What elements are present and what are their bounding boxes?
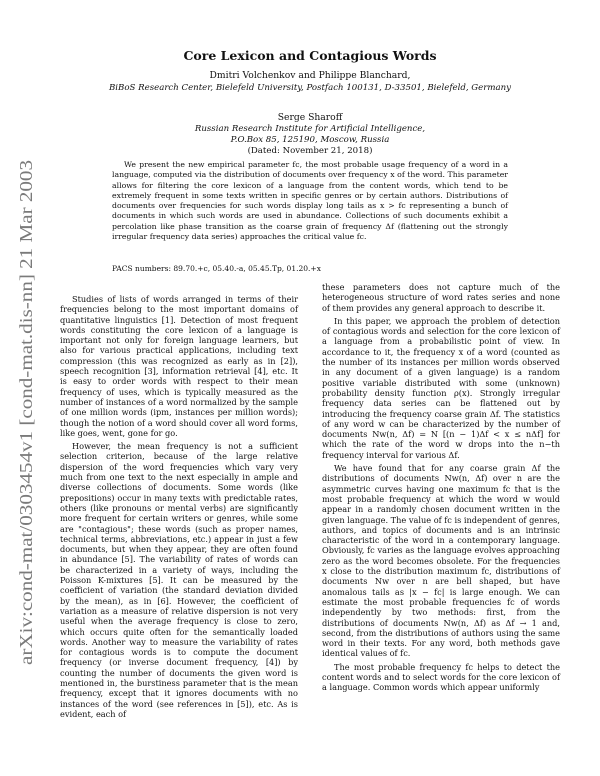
right-paragraph: these parameters does not capture much of the heterogeneous structure of word rates series and none of them provides any general approach to describe it. (322, 282, 560, 313)
left-column (60, 282, 298, 719)
dated: (Dated: November 21, 2018) (247, 146, 373, 156)
affiliation2-line1: Russian Research Institute for Artificial Intelligence, (194, 124, 426, 134)
arxiv-stamp-text: arXiv:cond-mat/0303454v1 [cond-mat.dis-nn] 21 Mar 2003 (16, 245, 36, 665)
right-paragraph: We have found that for any coarse grain Δf the distributions of documents Nw(n, Δf) over n are the asymmetric curves having one maximum fc that is the most probable frequency at which the word w would appear in a randomly chosen document written in the given language. The value of fc is independent of genres, authors, and topics of documents and is an intrinsic characteristic of the word in a contemporary language. Obviously, fc varies as the language evolves approaching zero as the word becomes obsolete. For the frequencies x close to the distribution maximum fc, distributions of documents Nw over n are bell shaped, but have anomalous tails as |x − fc| is large enough. We can estimate the most probable frequencies fc of words independently by two methods: first, from the distributions of documents Nw(n, Δf) as Δf → 1 and, second, from the distributions of authors using the same word in their texts. For any word, both methods gave identical values of fc. (322, 463, 560, 659)
paper-title: Core Lexicon and Contagious Words (183, 48, 437, 63)
arxiv-stamp (8, 150, 42, 670)
pacs-numbers: PACS numbers: 89.70.+c, 05.40.-a, 05.45.Tp, 01.20.+x (112, 264, 321, 273)
author2: Serge Sharoff (277, 112, 343, 123)
affiliation2-line2: P.O.Box 85, 125190, Moscow, Russia (230, 135, 390, 145)
right-paragraph: In this paper, we approach the problem of detection of contagious words and selection for the core lexicon of a language from a probabilistic point of view. In accordance to it, the frequency x of a word (counted as the number of its instances per million words observed in any document of a given language) is a random positive variable distributed with some (unknown) probability density function ρ(x). Strongly irregular frequency data series can be flattened out by introducing the frequency coarse grain Δf. The statistics of any word w can be characterized by the number of documents Nw(n, Δf) = N [(n − 1)Δf < x ≤ nΔf] for which the rate of the word w drops into the n−th frequency interval for various Δf. (322, 315, 560, 460)
left-paragraph: Studies of lists of words arranged in terms of their frequencies belong to the most important domains of quantitative linguistics [1]. Detection of most frequent words constituting the core lexicon of a language is important not only for foreign language learners, but also for various practical applications, including text compression (this was recognized as early as in [2]), speech recognition [3], information retrieval [4], etc. It is easy to order words with respect to their mean frequency of uses, which is typically measured as the number of instances of a word normalized by the sample of one million words (ipm, instances per million words); though the notion of a word should cover all word forms, like goes, went, gone for go. (60, 294, 298, 438)
authors-line1: Dmitri Volchenkov and Philippe Blanchard, (209, 70, 411, 81)
affiliation1: BiBoS Research Center, Bielefeld University, Postfach 100131, D-33501, Bielefeld, Germany (108, 83, 512, 93)
left-paragraph: However, the mean frequency is not a sufficient selection criterion, because of the large relative dispersion of the word frequencies which vary very much from one text to the next especially in ample and diverse collections of documents. Some words (like prepositions) occur in many texts with predictable rates, others (like pronouns or mental verbs) are significantly more frequent for certain writers or genres, while some are "contagious"; these words (such as proper names, technical terms, abbreviations, etc.) appear in just a few documents, but when they appear, they are often found in abundance [5]. The variability of rates of words can be characterized in a variety of ways, including the Poisson K-mixtures [5]. It can be measured by the coefficient of variation (the standard deviation divided by the mean), as in [6]. However, the coefficient of variation as a measure of relative dispersion is not very useful when the average frequency is close to zero, which occurs quite often for the semantically loaded words. Another way to measure the variability of rates for contagious words is to compute the document frequency (or inverse document frequency, [4]) by counting the number of documents the given word is mentioned in, the burstiness parameter that is the mean frequency, except that it ignores documents with no instances of the word (see references in [5]), etc. As is evident, each of (60, 441, 298, 719)
affiliation2 (60, 124, 560, 146)
abstract: We present the new empirical parameter fc, the most probable usage frequency of a word in a language, computed via the distribution of documents over frequency x of the word. This parameter allows for filtering the core lexicon of a language from the content words, which tend to be extremely frequent in some texts written in specific genres or by certain authors. Distributions of documents over frequencies for such words display long tails as x > fc representing a bunch of documents in which such words are used in abundance. Collections of such documents exhibit a percolation like phase transition as the coarse grain of frequency Δf (flattening out the strongly irregular frequency data series) approaches the critical value fc. (112, 160, 508, 241)
right-column (322, 282, 560, 693)
right-paragraph: The most probable frequency fc helps to detect the content words and to select words for the core lexicon of a language. Common words which appear uniformly (322, 661, 560, 693)
